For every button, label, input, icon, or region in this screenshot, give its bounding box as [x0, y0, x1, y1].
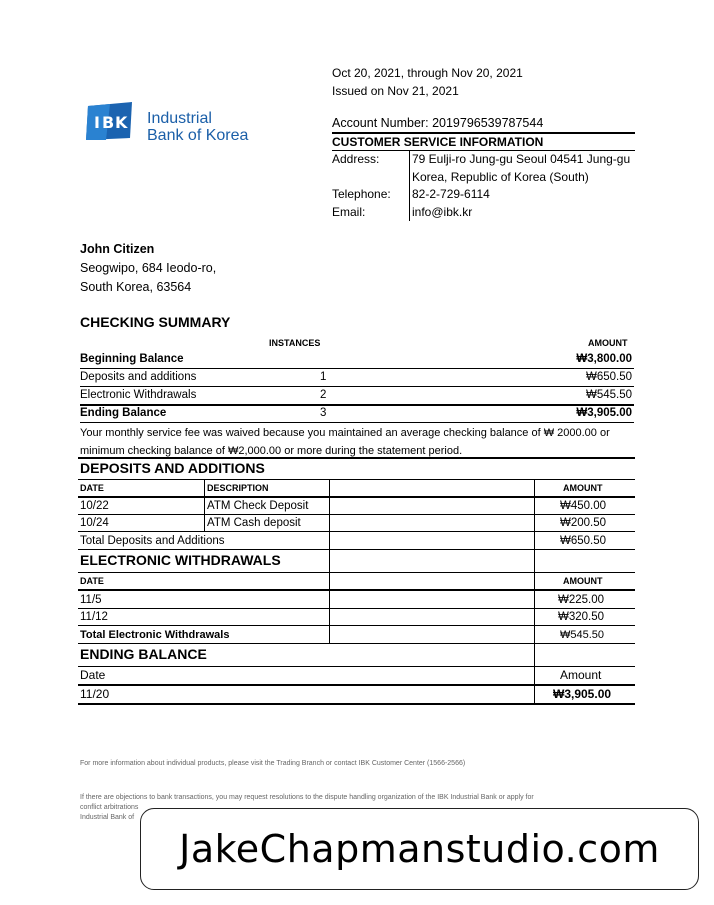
customer-address-line1: Seogwipo, 684 Ieodo-ro,: [80, 261, 217, 275]
svg-text:B: B: [102, 113, 115, 132]
column-divider: [204, 480, 205, 532]
bank-logo-icon: [84, 100, 136, 142]
deposit-description: ATM Check Deposit: [207, 500, 309, 512]
withdrawal-total-row: [80, 626, 634, 644]
divider: [78, 479, 635, 480]
telephone-label: Telephone:: [332, 187, 391, 201]
customer-service-info: [332, 151, 634, 221]
summary-label: Electronic Withdrawals: [80, 389, 197, 401]
summary-amount: ₩545.50: [585, 389, 632, 401]
deposit-amount: ₩200.50: [560, 517, 607, 529]
divider: [78, 549, 635, 550]
summary-instances: 3: [320, 407, 327, 419]
withdrawals-title: ELECTRONIC WITHDRAWALS: [80, 552, 281, 568]
footer-info: For more information about individual products, please visit the Trading Branch or contact IBK Customer Center (1566-2566): [80, 760, 466, 767]
deposit-total-amount: ₩650.50: [560, 535, 607, 547]
divider: [78, 457, 635, 459]
column-divider: [329, 480, 330, 644]
summary-row: [80, 350, 634, 368]
ending-amount: ₩3,905.00: [553, 687, 612, 701]
address-line2: Korea, Republic of Korea (South): [412, 169, 589, 184]
customer-address-line2: South Korea, 63564: [80, 280, 192, 294]
deposit-total-row: [80, 532, 634, 550]
ending-balance-row: [80, 685, 634, 703]
ending-date-header: Date: [80, 668, 106, 682]
note-line1: Your monthly service fee was waived because you maintained an average checking balance of ₩ 2000.00 or: [80, 427, 610, 439]
bank-name-line1: Industrial: [147, 110, 212, 127]
checking-summary-title: CHECKING SUMMARY: [80, 314, 231, 330]
withdrawal-amount: ₩320.50: [558, 611, 605, 623]
summary-row: [80, 404, 634, 422]
account-label: Account Number:: [332, 116, 429, 130]
deposits-description-header: DESCRIPTION: [207, 483, 269, 493]
bank-name-line2: Bank of Korea: [147, 127, 249, 144]
deposit-total-label: Total Deposits and Additions: [80, 535, 225, 547]
summary-label: Deposits and additions: [80, 371, 197, 383]
summary-row: [80, 386, 634, 404]
withdrawal-date: 11/5: [80, 594, 102, 606]
ending-balance-title: ENDING BALANCE: [80, 646, 207, 662]
deposit-row: [80, 514, 634, 532]
deposit-date: 10/22: [80, 500, 109, 512]
divider: [78, 572, 635, 573]
address-label: Address:: [332, 152, 380, 166]
watermark-banner: [140, 808, 699, 890]
withdrawal-row: [80, 608, 634, 626]
summary-amount: ₩3,800.00: [576, 353, 632, 365]
statement-dates: Oct 20, 2021, through Nov 20, 2021: [332, 66, 523, 80]
deposit-amount: ₩450.00: [560, 500, 607, 512]
deposits-title: DEPOSITS AND ADDITIONS: [80, 460, 265, 476]
summary-instances: 1: [320, 371, 327, 383]
summary-row: [80, 368, 634, 386]
address-line1: 79 Eulji-ro Jung-gu Seoul 04541 Jung-gu: [412, 152, 631, 166]
withdrawals-amount-header: AMOUNT: [563, 576, 603, 586]
withdrawals-date-header: DATE: [80, 576, 104, 586]
divider: [80, 422, 634, 423]
amount-header: AMOUNT: [588, 338, 628, 348]
column-divider: [534, 480, 535, 704]
customer-service-title: CUSTOMER SERVICE INFORMATION: [332, 135, 544, 149]
summary-label: Ending Balance: [80, 407, 167, 419]
ending-amount-header: Amount: [560, 668, 602, 682]
withdrawal-total-label: Total Electronic Withdrawals: [80, 629, 230, 641]
account-value: 2019796539787544: [432, 116, 544, 130]
instances-header: INSTANCES: [269, 338, 321, 348]
customer-block: [80, 240, 216, 297]
withdrawal-row: [80, 591, 634, 609]
note-line2: minimum checking balance of ₩2,000.00 or more during the statement period.: [80, 445, 463, 457]
statement-period: [332, 64, 523, 100]
ending-balance-header-row: [80, 666, 634, 684]
bank-name: [147, 110, 248, 144]
footer-objection-line3: Industrial Bank of: [80, 814, 135, 821]
summary-instances: 2: [320, 389, 327, 401]
deposit-date: 10/24: [80, 517, 109, 529]
fee-waiver-note: [80, 424, 640, 460]
svg-text:I: I: [94, 113, 100, 132]
divider: [78, 703, 635, 705]
divider: [332, 132, 635, 134]
withdrawal-date: 11/12: [80, 611, 108, 623]
email-value: info@ibk.kr: [409, 204, 634, 222]
deposits-amount-header: AMOUNT: [563, 483, 603, 493]
withdrawal-total-amount: ₩545.50: [560, 629, 605, 641]
watermark-text: JakeChapmanstudio.com: [179, 827, 660, 871]
telephone-value: 82-2-729-6114: [409, 186, 634, 204]
svg-text:K: K: [115, 113, 128, 132]
withdrawal-amount: ₩225.00: [558, 594, 605, 606]
account-number: [332, 116, 543, 130]
footer-objection-line2: conflict arbitrations: [80, 804, 139, 811]
summary-label: Beginning Balance: [80, 353, 184, 365]
customer-name: John Citizen: [80, 242, 155, 256]
summary-amount: ₩3,905.00: [576, 407, 632, 419]
divider: [78, 643, 635, 644]
deposit-row: [80, 497, 634, 515]
deposit-description: ATM Cash deposit: [207, 517, 301, 529]
statement-issued: Issued on Nov 21, 2021: [332, 84, 459, 98]
ending-date: 11/20: [80, 687, 110, 701]
address-value: [409, 151, 634, 186]
summary-amount: ₩650.50: [585, 371, 632, 383]
deposits-date-header: DATE: [80, 483, 104, 493]
footer-objection-line1: If there are objections to bank transactions, you may request resolutions to the dispute handling organization of the IBK Industrial Bank or apply for: [80, 794, 534, 801]
email-label: Email:: [332, 204, 366, 219]
